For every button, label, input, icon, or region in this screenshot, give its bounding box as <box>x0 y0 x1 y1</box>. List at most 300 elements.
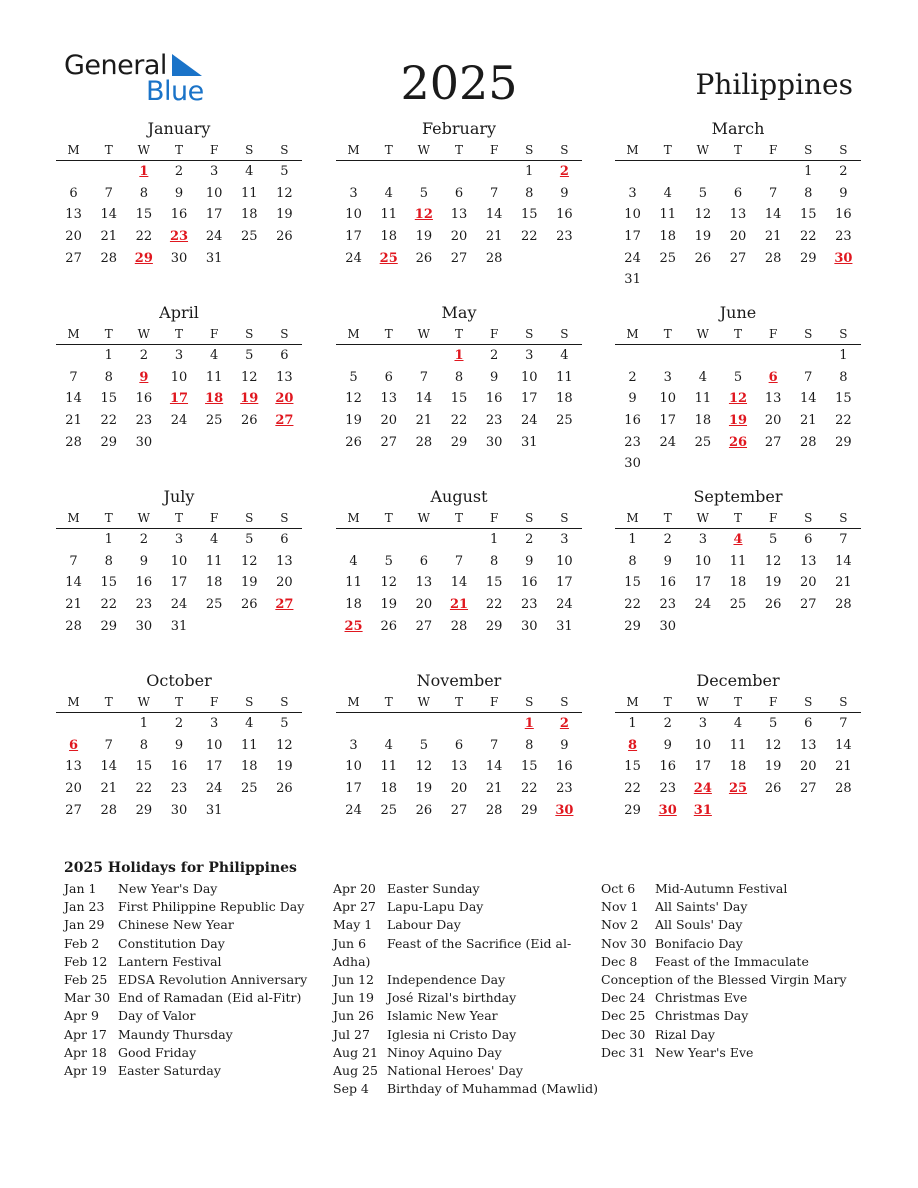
weekday-label: M <box>626 511 639 525</box>
day-cell: 10 <box>659 391 676 407</box>
holiday-name: Ninoy Aquino Day <box>387 1044 502 1060</box>
empty-cell <box>441 529 476 551</box>
day-cell: 9 <box>628 391 637 407</box>
weekday-label: W <box>417 511 431 525</box>
empty-cell <box>56 345 91 367</box>
month-november <box>336 670 582 821</box>
day-cell: 24 <box>694 597 712 613</box>
month-september <box>615 486 861 637</box>
day-cell: 13 <box>450 759 468 775</box>
day-cell: 22 <box>521 229 538 245</box>
day-cell: 19 <box>415 781 433 797</box>
day-cell: 17 <box>694 575 712 591</box>
day-cell: 1 <box>525 164 534 179</box>
holiday-item <box>333 880 598 898</box>
holiday-name: EDSA Revolution Anniversary <box>118 972 308 988</box>
weekday-label: W <box>417 143 431 157</box>
day-cell: 25 <box>729 597 747 613</box>
day-cell: 23 <box>521 597 538 613</box>
month-april <box>56 302 302 453</box>
day-cell: 18 <box>380 781 397 797</box>
day-cell: 30 <box>624 456 641 472</box>
holiday-date: Apr 9 <box>64 1008 99 1024</box>
day-cell: 2 <box>839 164 848 179</box>
day-cell: 10 <box>345 759 362 775</box>
day-cell: 3 <box>349 185 358 201</box>
day-cell: 11 <box>659 207 676 223</box>
day-cell: 24 <box>205 229 223 245</box>
day-cell: 4 <box>698 369 707 385</box>
logo-text-general: General <box>64 50 167 81</box>
weekday-header <box>336 324 582 345</box>
day-cell: 24 <box>659 434 676 450</box>
holiday-date: Dec 30 <box>601 1026 646 1042</box>
holiday-day: 25 <box>728 781 748 797</box>
holiday-day: 12 <box>414 207 433 223</box>
month-february <box>336 118 582 269</box>
day-cell: 18 <box>556 391 573 407</box>
day-cell: 9 <box>839 185 848 201</box>
holiday-item <box>64 880 307 898</box>
day-cell: 7 <box>489 737 499 753</box>
weekday-label: S <box>280 695 289 709</box>
weekday-label: S <box>839 327 848 341</box>
weekday-label: T <box>454 327 463 341</box>
day-cell: 2 <box>628 369 637 385</box>
day-cell: 11 <box>241 185 258 201</box>
day-cell: 23 <box>835 229 852 245</box>
weekday-label: F <box>768 327 778 341</box>
day-grid <box>56 345 302 453</box>
day-cell: 17 <box>205 207 223 223</box>
day-cell: 8 <box>839 369 848 385</box>
holiday-item <box>333 935 598 953</box>
empty-cell <box>91 713 126 735</box>
weekday-label: F <box>489 143 499 157</box>
day-cell: 5 <box>733 369 743 385</box>
day-cell: 3 <box>349 737 358 753</box>
day-cell: 24 <box>624 250 641 266</box>
day-cell: 23 <box>556 781 573 797</box>
weekday-label: S <box>804 695 813 709</box>
weekday-label: M <box>347 143 360 157</box>
day-cell: 1 <box>804 164 813 179</box>
day-cell: 15 <box>450 391 468 407</box>
weekday-label: T <box>104 327 113 341</box>
weekday-header <box>615 692 861 713</box>
day-cell: 18 <box>694 413 712 429</box>
day-cell: 14 <box>100 207 117 223</box>
weekday-label: T <box>104 143 113 157</box>
day-grid <box>336 529 582 637</box>
weekday-label: W <box>696 327 710 341</box>
day-cell: 13 <box>450 207 468 223</box>
day-cell: 6 <box>280 348 289 363</box>
empty-cell <box>56 529 91 551</box>
day-cell: 12 <box>415 759 433 775</box>
day-cell: 22 <box>135 229 153 245</box>
day-cell: 20 <box>276 575 293 591</box>
day-grid <box>336 161 582 269</box>
day-cell: 22 <box>624 597 641 613</box>
day-cell: 11 <box>205 369 223 385</box>
day-cell: 2 <box>174 164 184 179</box>
day-cell: 28 <box>450 618 468 634</box>
day-grid <box>336 713 582 821</box>
day-cell: 22 <box>835 413 852 429</box>
day-cell: 25 <box>241 229 258 245</box>
day-cell: 1 <box>139 716 148 731</box>
day-cell: 27 <box>65 250 82 266</box>
month-name: September <box>693 487 783 506</box>
day-cell: 16 <box>835 207 852 223</box>
holiday-day: 27 <box>275 413 294 429</box>
day-cell: 17 <box>659 413 676 429</box>
holiday-name: Independence Day <box>387 972 506 988</box>
day-cell: 15 <box>135 207 153 223</box>
day-grid <box>615 713 861 821</box>
weekday-label: S <box>839 695 848 709</box>
month-name: October <box>146 671 212 690</box>
day-cell: 28 <box>415 434 433 450</box>
weekday-label: W <box>696 695 710 709</box>
day-cell: 14 <box>100 759 117 775</box>
weekday-label: W <box>417 327 431 341</box>
month-name: March <box>711 119 765 138</box>
day-cell: 8 <box>104 553 113 569</box>
day-cell: 24 <box>521 413 538 429</box>
day-cell: 13 <box>65 207 82 223</box>
holiday-list-title: 2025 Holidays for Philippines <box>64 860 297 876</box>
holiday-item <box>601 916 847 934</box>
holiday-day: 2 <box>559 164 569 179</box>
weekday-label: M <box>347 511 360 525</box>
day-cell: 7 <box>419 369 428 385</box>
holiday-name: Christmas Eve <box>655 990 748 1006</box>
day-cell: 17 <box>205 759 223 775</box>
day-cell: 20 <box>450 781 468 797</box>
holiday-day: 30 <box>555 802 574 818</box>
holiday-name: Rizal Day <box>655 1026 715 1042</box>
month-name: May <box>441 303 477 322</box>
holiday-item <box>333 916 598 934</box>
day-cell: 14 <box>65 391 82 407</box>
holiday-date: Jul 27 <box>333 1026 370 1042</box>
holiday-item <box>64 935 307 953</box>
weekday-label: F <box>489 327 499 341</box>
weekday-label: F <box>209 695 219 709</box>
country-name: Philippines <box>695 68 853 101</box>
day-cell: 9 <box>560 737 569 753</box>
holiday-day: 25 <box>379 250 398 266</box>
day-cell: 17 <box>521 391 538 407</box>
day-cell: 16 <box>556 759 573 775</box>
day-cell: 24 <box>345 250 362 266</box>
empty-cell <box>406 161 441 183</box>
day-cell: 27 <box>764 434 782 450</box>
weekday-label: M <box>67 327 80 341</box>
weekday-label: S <box>280 143 289 157</box>
day-cell: 14 <box>800 391 817 407</box>
day-cell: 7 <box>69 553 78 569</box>
weekday-label: T <box>104 511 113 525</box>
day-cell: 29 <box>485 618 503 634</box>
day-cell: 25 <box>556 413 573 429</box>
day-cell: 5 <box>384 553 393 569</box>
day-cell: 20 <box>800 575 817 591</box>
holiday-day: 30 <box>834 250 853 266</box>
weekday-label: S <box>280 511 289 525</box>
day-cell: 21 <box>485 229 503 245</box>
holiday-day: 21 <box>449 597 469 613</box>
day-cell: 2 <box>663 532 672 547</box>
day-cell: 29 <box>135 802 153 818</box>
weekday-label: T <box>663 695 672 709</box>
holiday-item <box>333 898 598 916</box>
day-cell: 30 <box>170 802 188 818</box>
weekday-label: W <box>417 695 431 709</box>
day-grid <box>56 529 302 637</box>
day-cell: 6 <box>280 532 289 547</box>
weekday-label: T <box>733 143 742 157</box>
day-cell: 23 <box>659 597 676 613</box>
month-name: January <box>147 119 211 138</box>
day-cell: 21 <box>100 781 117 797</box>
empty-cell <box>371 713 406 735</box>
holiday-name: Lapu-Lapu Day <box>387 899 484 915</box>
month-name: November <box>416 671 502 690</box>
holiday-name: Maundy Thursday <box>118 1026 233 1042</box>
day-cell: 8 <box>139 185 148 201</box>
holiday-name: Good Friday <box>118 1044 197 1060</box>
day-cell: 21 <box>415 413 433 429</box>
weekday-label: S <box>280 327 289 341</box>
day-cell: 4 <box>384 737 393 753</box>
day-cell: 21 <box>65 597 82 613</box>
day-cell: 17 <box>345 229 362 245</box>
day-cell: 9 <box>489 369 499 385</box>
day-grid <box>615 161 861 291</box>
day-cell: 14 <box>835 737 852 753</box>
weekday-header <box>615 324 861 345</box>
day-cell: 1 <box>628 532 637 547</box>
day-cell: 9 <box>139 553 148 569</box>
empty-cell <box>477 713 512 735</box>
weekday-label: T <box>174 327 183 341</box>
weekday-label: W <box>696 511 710 525</box>
day-cell: 6 <box>804 716 813 731</box>
holiday-day: 2 <box>559 716 569 731</box>
day-cell: 18 <box>241 207 258 223</box>
month-march <box>615 118 861 291</box>
day-cell: 9 <box>525 553 534 569</box>
day-cell: 21 <box>835 759 852 775</box>
month-june <box>615 302 861 475</box>
day-cell: 19 <box>415 229 433 245</box>
weekday-label: W <box>137 327 151 341</box>
weekday-label: S <box>245 695 254 709</box>
day-cell: 3 <box>174 348 184 363</box>
day-cell: 14 <box>450 575 468 591</box>
day-cell: 25 <box>694 434 712 450</box>
empty-cell <box>615 161 650 183</box>
holiday-item <box>601 898 847 916</box>
weekday-label: W <box>137 143 151 157</box>
weekday-header <box>56 324 302 345</box>
day-cell: 27 <box>65 802 82 818</box>
weekday-header <box>336 140 582 161</box>
day-cell: 5 <box>419 737 428 753</box>
holiday-name: First Philippine Republic Day <box>118 899 305 915</box>
day-cell: 5 <box>349 369 358 385</box>
day-grid <box>56 161 302 269</box>
day-cell: 17 <box>345 781 362 797</box>
day-cell: 28 <box>800 434 817 450</box>
day-cell: 7 <box>104 737 113 753</box>
day-cell: 2 <box>139 348 148 363</box>
day-cell: 23 <box>170 781 188 797</box>
day-cell: 10 <box>521 369 538 385</box>
holiday-date: Oct 6 <box>601 881 636 896</box>
day-cell: 15 <box>485 575 503 591</box>
day-cell: 22 <box>624 781 641 797</box>
day-cell: 22 <box>800 229 817 245</box>
day-cell: 8 <box>454 369 464 385</box>
day-cell: 29 <box>100 434 117 450</box>
day-cell: 3 <box>525 348 534 363</box>
day-cell: 16 <box>556 207 573 223</box>
day-cell: 7 <box>69 369 78 385</box>
weekday-header <box>615 140 861 161</box>
holiday-column <box>64 880 307 1080</box>
holiday-day: 31 <box>693 802 712 818</box>
day-cell: 29 <box>450 434 468 450</box>
day-cell: 3 <box>209 164 219 179</box>
day-cell: 25 <box>241 781 258 797</box>
day-cell: 3 <box>209 716 219 731</box>
day-cell: 2 <box>663 716 672 731</box>
empty-cell <box>615 345 650 367</box>
day-cell: 1 <box>104 532 113 547</box>
weekday-label: S <box>804 327 813 341</box>
holiday-day: 23 <box>169 229 189 245</box>
day-cell: 15 <box>135 759 153 775</box>
weekday-label: S <box>525 327 534 341</box>
day-cell: 3 <box>663 369 672 385</box>
month-name: April <box>159 303 199 322</box>
holiday-day: 1 <box>454 348 464 363</box>
day-cell: 3 <box>174 532 184 547</box>
day-cell: 7 <box>804 369 813 385</box>
empty-cell <box>336 529 371 551</box>
weekday-label: T <box>384 695 393 709</box>
holiday-name: Day of Valor <box>118 1008 196 1024</box>
holiday-day: 19 <box>240 391 259 407</box>
day-cell: 12 <box>764 553 782 569</box>
day-cell: 23 <box>659 781 676 797</box>
holiday-name: Chinese New Year <box>118 917 234 933</box>
weekday-label: M <box>67 695 80 709</box>
day-cell: 27 <box>800 597 817 613</box>
day-cell: 28 <box>65 434 82 450</box>
holiday-name: Lantern Festival <box>118 953 222 969</box>
day-cell: 21 <box>800 413 817 429</box>
day-cell: 8 <box>804 185 813 201</box>
day-cell: 10 <box>170 553 188 569</box>
holiday-column <box>333 880 598 1098</box>
day-cell: 7 <box>454 553 464 569</box>
empty-cell <box>441 713 476 735</box>
weekday-label: S <box>560 143 569 157</box>
day-cell: 11 <box>380 207 397 223</box>
weekday-label: S <box>245 327 254 341</box>
day-cell: 12 <box>345 391 362 407</box>
day-cell: 16 <box>624 413 641 429</box>
holiday-item <box>64 971 307 989</box>
weekday-label: S <box>525 143 534 157</box>
holiday-name: José Rizal's birthday <box>387 990 517 1006</box>
day-cell: 14 <box>65 575 82 591</box>
holiday-item <box>333 1080 598 1098</box>
day-cell: 4 <box>733 716 743 731</box>
holiday-day: 9 <box>139 369 149 385</box>
day-cell: 12 <box>276 737 293 753</box>
holiday-day: 12 <box>728 391 748 407</box>
holiday-date: Apr 19 <box>64 1063 107 1079</box>
holiday-item <box>64 1007 307 1025</box>
day-cell: 6 <box>454 185 464 201</box>
holiday-day: 30 <box>658 802 677 818</box>
day-cell: 25 <box>380 802 397 818</box>
day-cell: 26 <box>764 597 782 613</box>
holiday-date: Mar 30 <box>64 990 111 1006</box>
day-cell: 14 <box>485 759 503 775</box>
holiday-day: 6 <box>768 369 778 385</box>
empty-cell <box>756 161 791 183</box>
day-cell: 10 <box>694 737 712 753</box>
day-cell: 29 <box>800 250 817 266</box>
day-cell: 11 <box>729 553 747 569</box>
day-cell: 30 <box>135 618 153 634</box>
holiday-day: 8 <box>628 737 638 753</box>
day-cell: 24 <box>170 597 188 613</box>
day-cell: 3 <box>560 532 569 547</box>
day-cell: 27 <box>800 781 817 797</box>
day-cell: 5 <box>280 164 289 179</box>
weekday-label: T <box>733 511 742 525</box>
day-cell: 16 <box>521 575 538 591</box>
holiday-item <box>64 898 307 916</box>
holiday-item <box>64 989 307 1007</box>
day-cell: 26 <box>345 434 362 450</box>
day-cell: 19 <box>276 207 293 223</box>
weekday-label: F <box>209 143 219 157</box>
day-cell: 4 <box>245 164 254 179</box>
day-cell: 10 <box>556 553 573 569</box>
day-cell: 27 <box>415 618 433 634</box>
day-cell: 4 <box>209 532 219 547</box>
day-cell: 31 <box>624 272 641 288</box>
holiday-name: New Year's Day <box>118 881 218 896</box>
holiday-item <box>333 989 598 1007</box>
day-cell: 30 <box>170 250 188 266</box>
day-cell: 12 <box>241 553 258 569</box>
day-cell: 31 <box>521 434 538 450</box>
holiday-name: Constitution Day <box>118 935 225 951</box>
holiday-date: Jan 1 <box>64 881 97 896</box>
day-cell: 18 <box>729 575 747 591</box>
weekday-label: T <box>733 327 742 341</box>
